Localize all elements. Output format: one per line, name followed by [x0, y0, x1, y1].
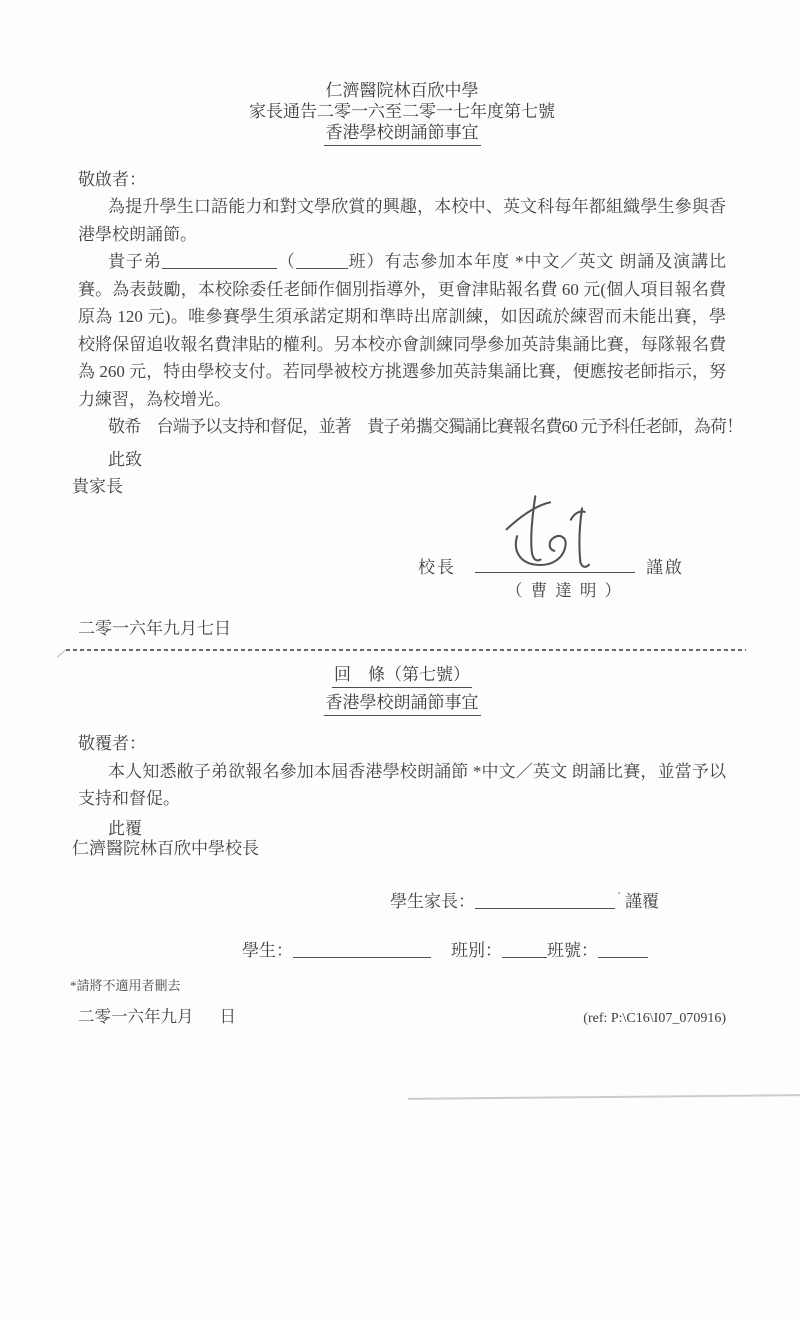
principal-label: 校長	[418, 557, 456, 577]
notice-date: 二零一六年九月七日	[78, 618, 231, 638]
file-reference: (ref: P:\C16\I07_070916)	[583, 1010, 726, 1026]
reply-slip-title: 回 條（第七號）	[332, 665, 472, 688]
student-name-blank2	[293, 942, 431, 958]
cut-line-divider	[66, 649, 746, 651]
student-info-row	[242, 939, 726, 963]
reply-body: 本人知悉敝子弟欲報名參加本屆香港學校朗誦節 *中文／英文 朗誦比賽，並當予以支持和督促。	[78, 761, 726, 808]
notice-subject: 香港學校朗誦節事宜	[324, 122, 481, 146]
student-name-blank	[162, 253, 277, 269]
closing-parent: 貴家長	[72, 477, 123, 496]
document-body	[70, 80, 743, 1027]
parent-label: 學生家長：	[390, 891, 475, 911]
para2-rest: 班）有志參加本年度 *中文／英文 朗誦及演講比賽。為表鼓勵，本校除委任老師作個別指導外，更會津貼報名費 60 元(個人項目報名費原為 120 元)。唯參賽學生須承諾定期和準時出席訓練，如因疏於練習而未能出賽，學校將保留追收報名費津貼的權利。另本校亦會訓練同學參加英詩集誦比賽，每隊報名費為 260 元，特由學校支付。若同學被校方挑選參加英詩集誦比賽，便應按老師指示，努力練習，為校增光。	[78, 252, 727, 409]
notice-subject-row	[78, 122, 726, 146]
reply-closing: 此覆	[108, 818, 142, 838]
footer-date-prefix: 二零一六年九月	[78, 1006, 194, 1026]
scan-noise-dot	[618, 892, 620, 894]
scan-noise-mark	[57, 649, 66, 657]
closing-cizhi: 此致	[108, 449, 142, 469]
scan-artifact-line	[408, 1094, 800, 1099]
parent-signature-row	[390, 890, 726, 914]
class-label: 班別：	[451, 940, 502, 960]
reply-addressee: 仁濟醫院林百欣中學校長	[72, 838, 259, 858]
reply-slip-subject: 香港學校朗誦節事宜	[324, 693, 481, 716]
footer-date-suffix: 日	[219, 1006, 236, 1026]
signature-area	[78, 503, 726, 603]
paragraph-request: 敬希 台端予以支持和督促，並著 貴子弟攜交獨誦比賽報名費60 元予科任老師，為荷！	[108, 417, 743, 436]
para2-prefix: 貴子弟	[108, 252, 162, 271]
signature-line	[475, 572, 635, 573]
school-name: 仁濟醫院林百欣中學	[325, 81, 479, 100]
paragraph-details	[78, 248, 726, 413]
notice-salutation: 敬啟者：	[78, 170, 146, 189]
signature-suffix: 謹啟	[646, 557, 684, 577]
class-blank2	[502, 942, 547, 958]
reply-title-row	[78, 665, 726, 688]
paragraph-intro: 為提升學生口語能力和對文學欣賞的興趣，本校中、英文科每年都組織學生參與香港學校朗誦節。	[78, 197, 726, 244]
reply-subject-row	[78, 693, 726, 716]
principal-signature-icon	[498, 487, 602, 581]
footer-row	[78, 1003, 726, 1027]
parent-suffix: 謹覆	[625, 891, 659, 911]
footnote: *請將不適用者刪去	[70, 977, 181, 993]
para2-bracket: （	[276, 252, 296, 271]
notice-number-line: 家長通告二零一六至二零一七年度第七號	[249, 102, 555, 121]
class-blank	[296, 253, 348, 269]
parent-signature-blank	[475, 893, 615, 909]
reply-salutation: 敬覆者：	[78, 734, 146, 753]
fill-in-date	[78, 1003, 236, 1027]
principal-name: （ 曹 達 明 ）	[506, 580, 623, 600]
class-no-label: 班號：	[547, 940, 598, 960]
student-label: 學生：	[242, 940, 293, 960]
class-no-blank	[598, 942, 648, 958]
